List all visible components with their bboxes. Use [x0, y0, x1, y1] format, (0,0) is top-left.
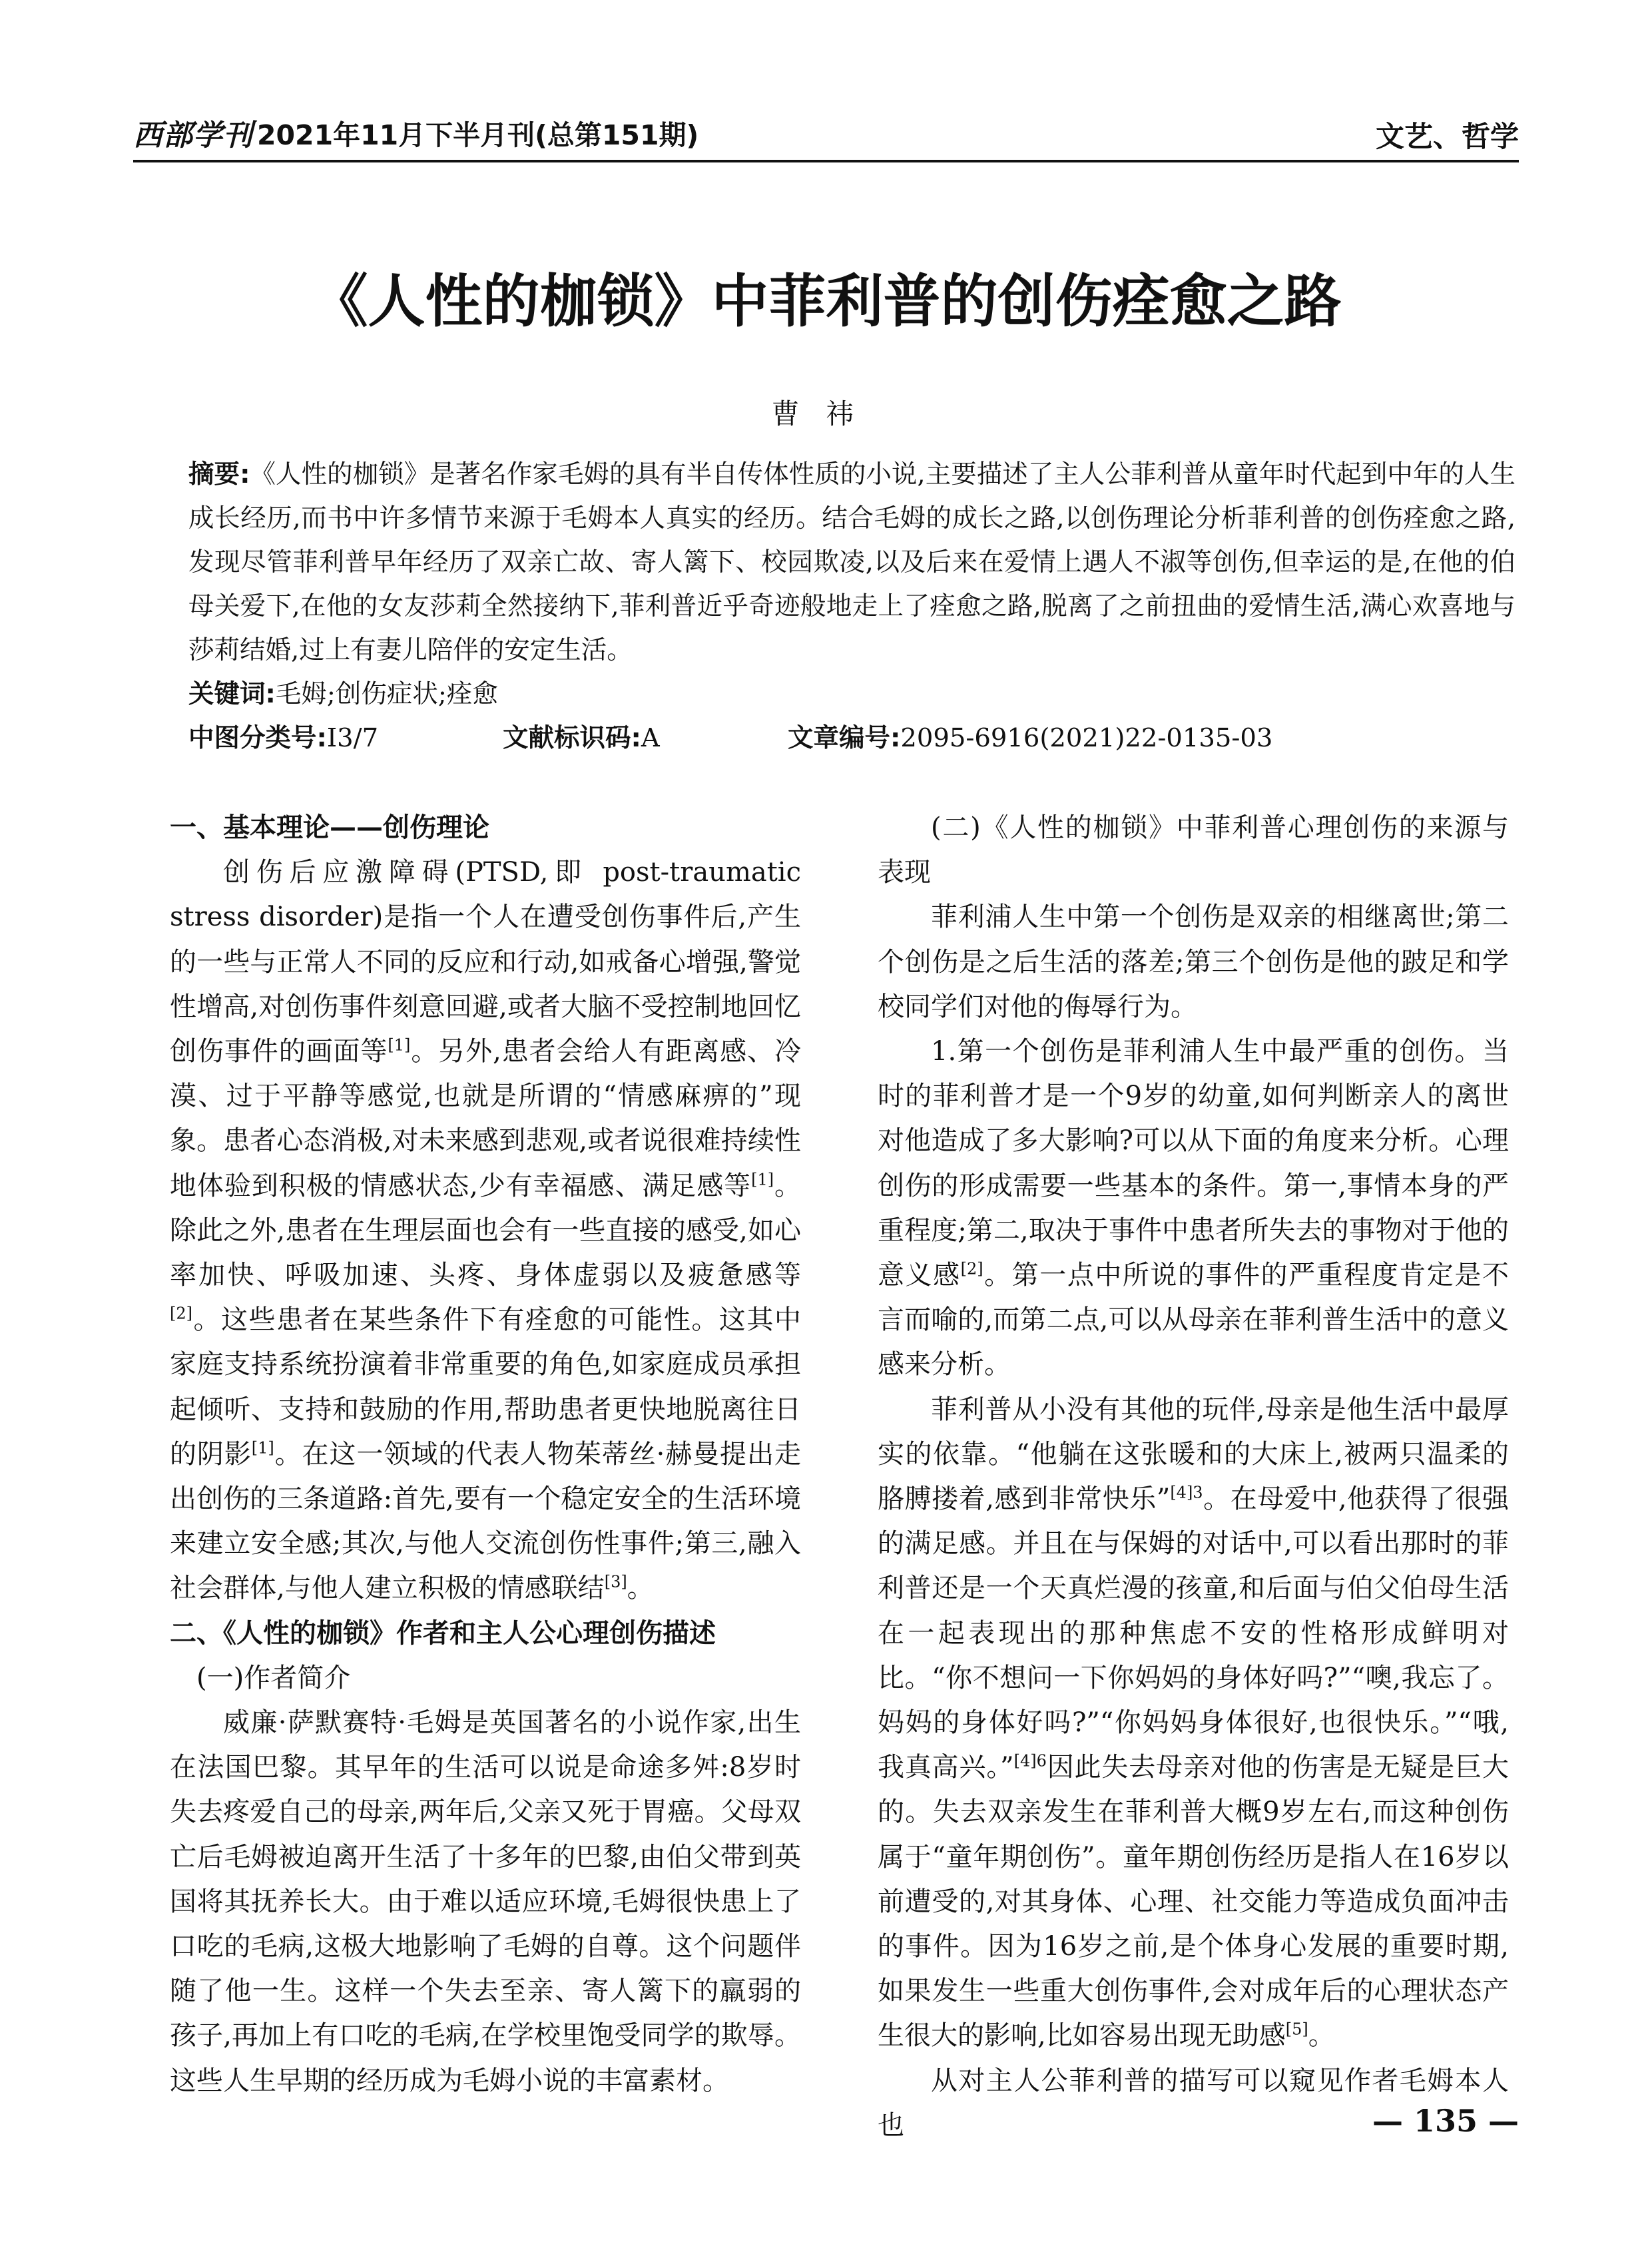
text-run: 。这些患者在某些条件下有痊愈的可能性。这其中家庭支持系统扮演着非常重要的角色,如家庭成员承担起倾听、支持和鼓励的作用,帮助患者更快地脱离往日的阴影	[170, 1304, 801, 1470]
body-column-left	[170, 806, 801, 2103]
subsection-heading-2: (二)《人性的枷锁》中菲利普心理创伤的来源与表现	[878, 812, 1509, 888]
clc-number	[188, 716, 378, 760]
citation-ref: [4]6	[1013, 1751, 1047, 1771]
section-tag: 文艺、哲学	[1376, 121, 1519, 154]
header-rule	[133, 160, 1519, 162]
author-name: 曹祎	[771, 398, 881, 430]
article-number-label: 文章编号:	[788, 723, 901, 753]
paragraph-mother	[878, 1388, 1509, 2059]
abstract-label: 摘要:	[188, 459, 250, 489]
keywords	[188, 673, 498, 716]
article-number	[788, 716, 1272, 760]
section-heading-1: 一、基本理论——创伤理论	[170, 812, 489, 843]
section-heading-2: 二、《人性的枷锁》作者和主人公心理创伤描述	[170, 1617, 716, 1649]
text-run: 。在这一领域的代表人物茱蒂丝·赫曼提出走出创伤的三条道路:首先,要有一个稳定安全的生活环境来建立安全感;其次,与他人交流创伤性事件;第三,融入社会群体,与他人建立积极的情感联结	[170, 1438, 802, 1604]
doc-code-value: A	[641, 723, 660, 753]
paragraph-author-bio: 威廉·萨默赛特·毛姆是英国著名的小说作家,出生在法国巴黎。其早年的生活可以说是命途多舛:8岁时失去疼爱自己的母亲,两年后,父亲又死于胃癌。父母双亡后毛姆被迫离开生活了十多年的巴黎,由伯父带到英国将其抚养长大。由于难以适应环境,毛姆很快患上了口吃的毛病,这极大地影响了毛姆的自尊。这个问题伴随了他一生。这样一个失去至亲、寄人篱下的羸弱的孩子,再加上有口吃的毛病,在学校里饱受同学的欺辱。这些人生早期的经历成为毛姆小说的丰富素材。	[170, 1707, 801, 2096]
text-run: 菲利普从小没有其他的玩伴,母亲是他生活中最厚实的依靠。“他躺在这张暖和的大床上,被两只温柔的胳膊搂着,感到非常快乐”	[878, 1394, 1509, 1515]
keywords-label: 关键词:	[188, 679, 276, 709]
text-run: 创伤后应激障碍(PTSD,即 post-traumatic stress disorder)是指一个人在遭受创伤事件后,产生的一些与正常人不同的反应和行动,如戒备心增强,警觉性增高,对创伤事件刻意回避,或者大脑不受控制地回忆创伤事件的画面等	[170, 857, 801, 1067]
paragraph-ptsd	[170, 850, 801, 1611]
subsection-heading-1: (一)作者简介	[196, 1662, 351, 1693]
citation-ref: [1]	[388, 1035, 411, 1055]
citation-ref: [1]	[751, 1170, 774, 1189]
text-run: 。在母爱中,他获得了很强的满足感。并且在与保姆的对话中,可以看出那时的菲利普还是一个天真烂漫的孩童,和后面与伯父伯母生活在一起表现出的那种焦虑不安的性格形成鲜明对比。“你不想问一下你妈妈的身体好吗?”“噢,我忘了。妈妈的身体好吗?”“你妈妈身体很好,也很快乐。”“哦,我真高兴。”	[878, 1484, 1509, 1783]
doc-code-label: 文献标识码:	[503, 723, 641, 753]
text-run: 。第一点中所说的事件的严重程度肯定是不言而喻的,而第二点,可以从母亲在菲利普生活中的意义感来分析。	[878, 1260, 1510, 1380]
article-number-value: 2095-6916(2021)22-0135-03	[900, 723, 1273, 753]
document-code	[503, 716, 660, 760]
body-column-right	[878, 806, 1509, 2148]
clc-label: 中图分类号:	[188, 723, 327, 753]
paragraph-trauma-sources: 菲利浦人生中第一个创伤是双亲的相继离世;第二个创伤是之后生活的落差;第三个创伤是他的跛足和学校同学们对他的侮辱行为。	[878, 902, 1509, 1022]
abstract	[188, 453, 1515, 673]
citation-ref: [3]	[604, 1573, 627, 1592]
text-run: 。除此之外,患者在生理层面也会有一些直接的感受,如心率加快、呼吸加速、头疼、身体虚弱以及疲惫感等	[170, 1170, 802, 1291]
text-run: 因此失去母亲对他的伤害是无疑是巨大的。失去双亲发生在菲利普大概9岁左右,而这种创伤属于“童年期创伤”。童年期创伤经历是指人在16岁以前遭受的,对其身体、心理、社交能力等造成负面冲击的事件。因为16岁之前,是个体身心发展的重要时期,如果发生一些重大创伤事件,会对成年后的心理状态产生很大的影响,比如容易出现无助感	[878, 1752, 1510, 2052]
page-number: — 135 —	[1372, 2103, 1519, 2139]
abstract-text: 《人性的枷锁》是著名作家毛姆的具有半自传体性质的小说,主要描述了主人公菲利普从童年时代起到中年的人生成长经历,而书中许多情节来源于毛姆本人真实的经历。结合毛姆的成长之路,以创伤理论分析菲利普的创伤痊愈之路,发现尽管菲利普早年经历了双亲亡故、寄人篱下、校园欺凌,以及后来在爱情上遇人不淑等创伤,但幸运的是,在他的伯母关爱下,在他的女友莎莉全然接纳下,菲利普近乎奇迹般地走上了痊愈之路,脱离了之前扭曲的爱情生活,满心欢喜地与莎莉结婚,过上有妻儿陪伴的安定生活。	[188, 459, 1515, 665]
text-run: 。	[1308, 2020, 1335, 2052]
paragraph-continued: 从对主人公菲利普的描写可以窥见作者毛姆本人也	[878, 2065, 1509, 2141]
citation-ref: [5]	[1285, 2020, 1308, 2040]
keywords-text: 毛姆;创伤症状;痊愈	[275, 679, 498, 709]
running-header	[133, 112, 698, 153]
issue-info: 2021年11月下半月刊(总第151期)	[257, 119, 699, 151]
journal-logo: 西部学刊	[133, 119, 253, 152]
article-title: 《人性的枷锁》中菲利普的创伤痊愈之路	[310, 268, 1342, 335]
text-run: 。	[627, 1573, 654, 1604]
citation-ref: [2]	[170, 1304, 192, 1323]
text-run: 。另外,患者会给人有距离感、冷漠、过于平静等感觉,也就是所谓的“情感麻痹的”现象。患者心态消极,对未来感到悲观,或者说很难持续性地体验到积极的情感状态,少有幸福感、满足感等	[170, 1036, 801, 1201]
paragraph-first-trauma	[878, 1029, 1509, 1388]
citation-ref: [4]3	[1170, 1483, 1203, 1502]
citation-ref: [2]	[960, 1259, 983, 1278]
citation-ref: [1]	[251, 1438, 274, 1458]
clc-value: I3/7	[326, 723, 379, 753]
text-run: 1.第一个创伤是菲利浦人生中最严重的创伤。当时的菲利普才是一个9岁的幼童,如何判断亲人的离世对他造成了多大影响?可以从下面的角度来分析。心理创伤的形成需要一些基本的条件。第一,事情本身的严重程度;第二,取决于事件中患者所失去的事物对于他的意义感	[878, 1036, 1509, 1291]
